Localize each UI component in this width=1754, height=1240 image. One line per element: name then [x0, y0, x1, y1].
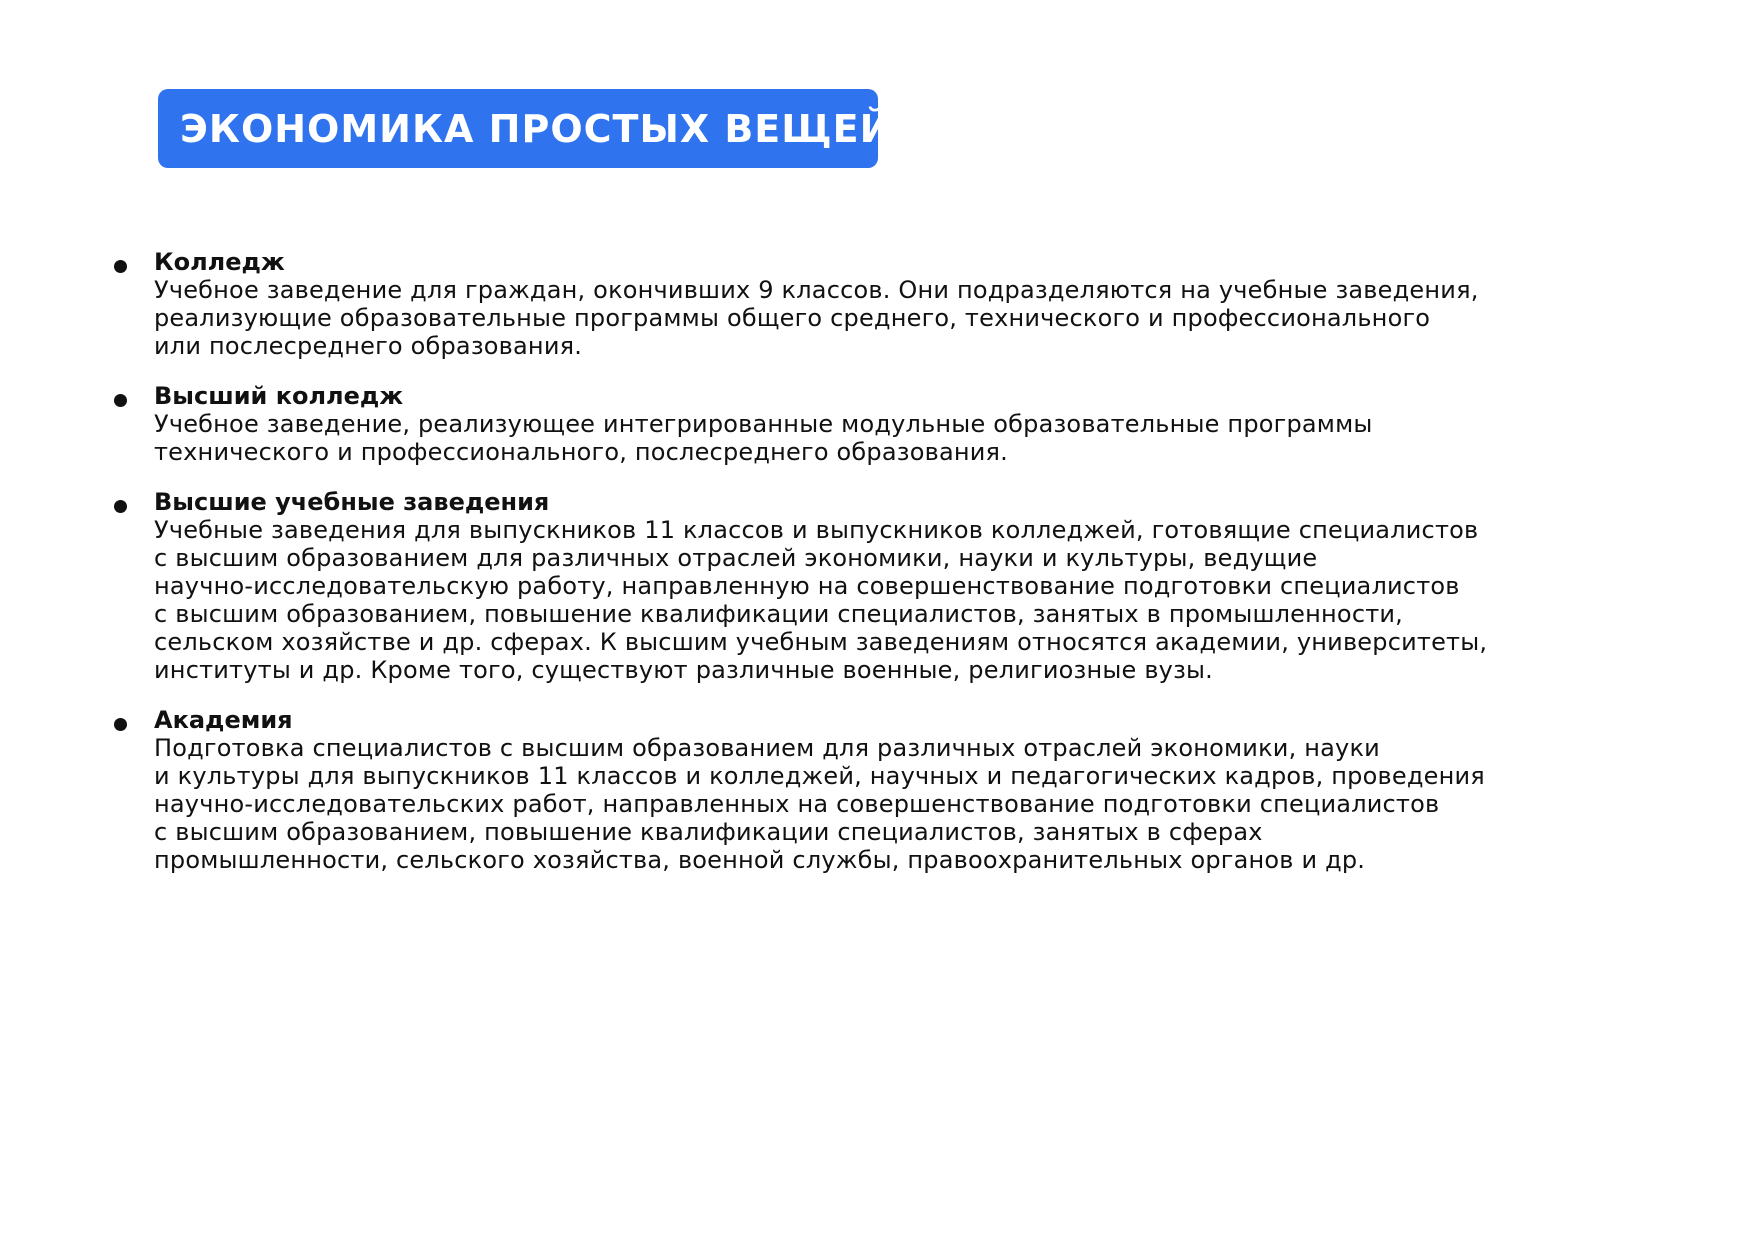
page-title: ЭКОНОМИКА ПРОСТЫХ ВЕЩЕЙ [180, 106, 893, 151]
bullet-icon [114, 500, 127, 513]
bullet-icon [114, 394, 127, 407]
definition-list [110, 248, 1670, 896]
item-title: Колледж [154, 248, 285, 276]
item-description: Учебное заведение для граждан, окончивших 9 классов. Они подразделяются на учебные заведения, реализующие образовательные программы общего среднего, технического и профессионального или послесреднего образования. [154, 276, 1479, 360]
list-item-higher-college [110, 382, 1670, 466]
bullet-icon [114, 260, 127, 273]
list-item-higher-education [110, 488, 1670, 684]
item-description: Подготовка специалистов с высшим образованием для различных отраслей экономики, науки и культуры для выпускников 11 классов и колледжей, научных и педагогических кадров, проведения научно-исследовательских работ, направленных на совершенствование подготовки специалистов с высшим образованием, повышение квалификации специалистов, занятых в сферах промышленности, сельского хозяйства, военной службы, правоохранительных органов и др. [154, 734, 1485, 874]
list-item-academy [110, 706, 1670, 874]
item-title: Высшие учебные заведения [154, 488, 550, 516]
item-title: Высший колледж [154, 382, 404, 410]
item-description: Учебные заведения для выпускников 11 классов и выпускников колледжей, готовящие специалистов с высшим образованием для различных отраслей экономики, науки и культуры, ведущие научно-исследовательскую работу, направленную на совершенствование подготовки специалистов с высшим образованием, повышение квалификации специалистов, занятых в промышленности, сельском хозяйстве и др. сферах. К высшим учебным заведениям относятся академии, университеты, институты и др. Кроме того, существуют различные военные, религиозные вузы. [154, 516, 1488, 684]
header-badge [158, 89, 893, 168]
bullet-icon [114, 718, 127, 731]
item-title: Академия [154, 706, 293, 734]
list-item-college [110, 248, 1670, 360]
item-description: Учебное заведение, реализующее интегрированные модульные образовательные программы технического и профессионального, послесреднего образования. [154, 410, 1373, 466]
